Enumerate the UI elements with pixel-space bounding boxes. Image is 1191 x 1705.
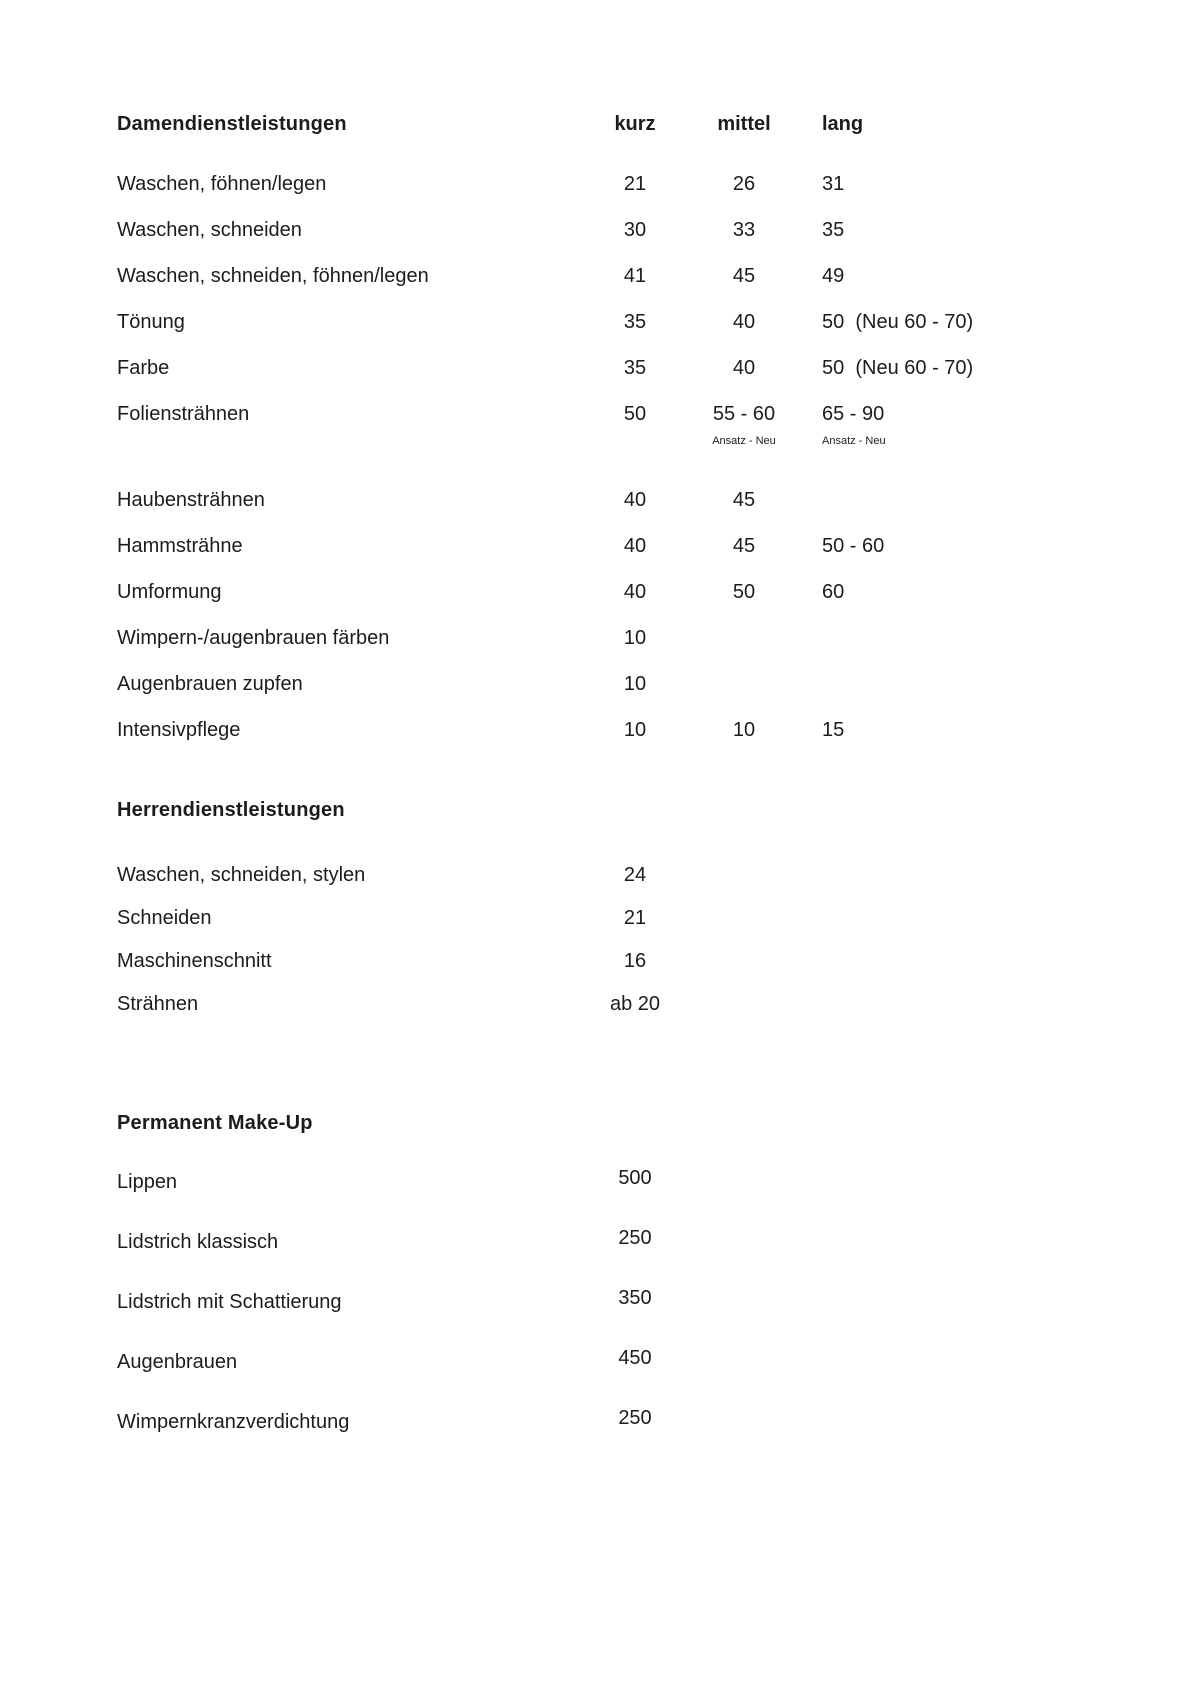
price-lang: 15 — [822, 719, 845, 741]
column-header-kurz: kurz — [614, 113, 656, 135]
service-label: Augenbrauen zupfen — [117, 673, 303, 695]
section-sec-pmu — [117, 1111, 1151, 1434]
service-label: Hammsträhne — [117, 535, 243, 557]
section-title: Permanent Make-Up — [117, 1112, 313, 1134]
price-mittel: 26 — [732, 173, 756, 195]
service-label: Waschen, schneiden, föhnen/legen — [117, 265, 429, 287]
service-row — [117, 310, 1151, 334]
price-lang: 60 — [822, 581, 845, 603]
service-row — [117, 718, 1151, 742]
section-sec-damen — [117, 112, 1151, 742]
service-row — [117, 580, 1151, 604]
service-label: Lidstrich mit Schattierung — [117, 1291, 342, 1313]
service-row — [117, 264, 1151, 288]
service-label: Wimpern-/augenbrauen färben — [117, 627, 390, 649]
price-kurz: 41 — [623, 265, 647, 287]
price-list-content — [117, 112, 1151, 1434]
price-mittel: 55 - 60 — [712, 403, 776, 425]
price-kurz: 450 — [618, 1347, 652, 1369]
service-row — [117, 1167, 1151, 1194]
service-row — [117, 906, 1151, 930]
price-mittel: 33 — [732, 219, 756, 241]
table-header-row — [117, 112, 1151, 136]
service-label: Wimpernkranzverdichtung — [117, 1411, 350, 1433]
price-note-mittel: Ansatz - Neu — [712, 435, 776, 447]
service-row — [117, 218, 1151, 242]
service-row — [117, 1227, 1151, 1254]
price-kurz: 10 — [623, 719, 647, 741]
service-row — [117, 626, 1151, 650]
service-label: Intensivpflege — [117, 719, 241, 741]
price-mittel: 45 — [732, 265, 756, 287]
price-kurz: 50 — [623, 403, 647, 425]
price-kurz: 35 — [623, 357, 647, 379]
column-header-mittel: mittel — [717, 113, 771, 135]
price-lang: 35 — [822, 219, 845, 241]
service-label: Strähnen — [117, 993, 199, 1015]
price-kurz: 250 — [618, 1407, 652, 1429]
price-mittel: 40 — [732, 311, 756, 333]
price-lang: 50 (Neu 60 - 70) — [822, 311, 974, 333]
price-kurz: 24 — [623, 864, 647, 886]
price-mittel: 45 — [732, 535, 756, 557]
service-row — [117, 1347, 1151, 1374]
price-kurz: 10 — [623, 627, 647, 649]
price-kurz: 16 — [623, 950, 647, 972]
service-label: Schneiden — [117, 907, 212, 929]
price-kurz: 30 — [623, 219, 647, 241]
service-row — [117, 672, 1151, 696]
price-kurz: 500 — [618, 1167, 652, 1189]
price-kurz: ab 20 — [609, 993, 661, 1015]
section-sec-herren — [117, 798, 1151, 1016]
note-spacer — [575, 434, 695, 448]
price-kurz: 40 — [623, 535, 647, 557]
service-label: Foliensträhnen — [117, 403, 250, 425]
price-note-row — [117, 434, 1151, 448]
price-note-lang: Ansatz - Neu — [822, 435, 886, 447]
service-label: Tönung — [117, 311, 185, 333]
price-lang: 65 - 90 — [822, 403, 885, 425]
service-row — [117, 402, 1151, 426]
price-kurz: 10 — [623, 673, 647, 695]
price-lang: 50 - 60 — [822, 535, 885, 557]
price-kurz: 350 — [618, 1287, 652, 1309]
service-row — [117, 488, 1151, 512]
service-label: Haubensträhnen — [117, 489, 265, 511]
service-row — [117, 1407, 1151, 1434]
price-kurz: 250 — [618, 1227, 652, 1249]
price-lang: 49 — [822, 265, 845, 287]
service-label: Maschinenschnitt — [117, 950, 272, 972]
service-label: Farbe — [117, 357, 170, 379]
service-label: Umformung — [117, 581, 222, 603]
service-row — [117, 949, 1151, 973]
service-row — [117, 172, 1151, 196]
service-row — [117, 1287, 1151, 1314]
price-mittel: 50 — [732, 581, 756, 603]
column-header-lang: lang — [822, 113, 864, 135]
service-row — [117, 534, 1151, 558]
service-row — [117, 356, 1151, 380]
price-lang: 31 — [822, 173, 845, 195]
section-title: Damendienstleistungen — [117, 113, 347, 135]
price-kurz: 21 — [623, 907, 647, 929]
service-label: Lippen — [117, 1171, 178, 1193]
price-kurz: 35 — [623, 311, 647, 333]
section-title: Herrendienstleistungen — [117, 799, 345, 821]
price-lang: 50 (Neu 60 - 70) — [822, 357, 974, 379]
service-label: Lidstrich klassisch — [117, 1231, 279, 1253]
service-label: Augenbrauen — [117, 1351, 238, 1373]
service-label: Waschen, föhnen/legen — [117, 173, 327, 195]
service-label: Waschen, schneiden, stylen — [117, 864, 366, 886]
service-row — [117, 992, 1151, 1016]
price-mittel: 10 — [732, 719, 756, 741]
note-spacer — [117, 434, 575, 448]
service-label: Waschen, schneiden — [117, 219, 302, 241]
price-mittel: 40 — [732, 357, 756, 379]
service-row — [117, 863, 1151, 887]
price-kurz: 40 — [623, 489, 647, 511]
price-kurz: 40 — [623, 581, 647, 603]
price-mittel: 45 — [732, 489, 756, 511]
price-kurz: 21 — [623, 173, 647, 195]
